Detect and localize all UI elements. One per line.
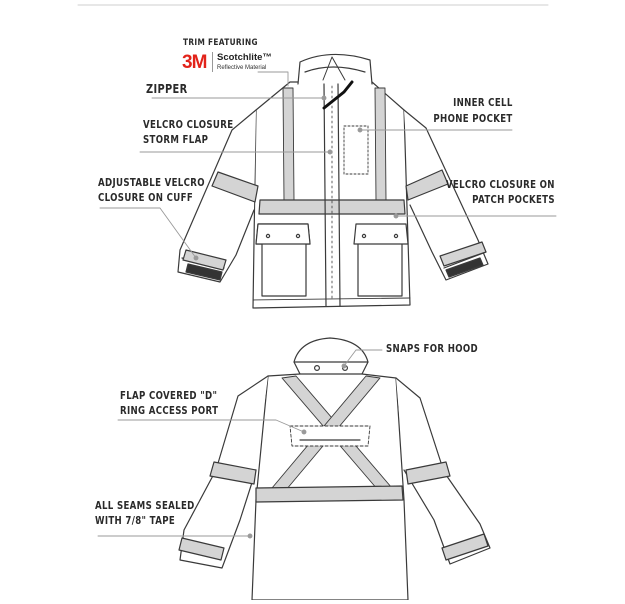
back-waist-stripe: [256, 486, 403, 502]
label-seams-2: WITH 7/8" TAPE: [95, 515, 176, 527]
label-hood-snaps: SNAPS FOR HOOD: [386, 343, 478, 355]
front-left-pocket: [256, 224, 310, 296]
dring-flap: [290, 426, 370, 446]
label-seams-1: ALL SEAMS SEALED: [95, 500, 195, 512]
label-cuff-1: ADJUSTABLE VELCRO: [98, 177, 205, 189]
front-collar: [298, 54, 372, 84]
label-phone-pocket-1: INNER CELL: [453, 97, 513, 109]
scotchlite-subtitle: Reflective Material: [217, 65, 267, 71]
front-jacket: [178, 54, 488, 308]
label-phone-pocket-2: PHONE POCKET: [433, 113, 513, 125]
label-trim: TRIM FEATURING: [183, 38, 258, 48]
scotchlite-wordmark: Scotchlite™: [217, 52, 272, 63]
label-patch-pockets-2: PATCH POCKETS: [472, 194, 555, 206]
front-right-pocket: [354, 224, 408, 296]
label-cuff-2: CLOSURE ON CUFF: [98, 192, 194, 204]
brand-3m-logo: 3M: [182, 52, 207, 73]
back-jacket: [179, 338, 490, 600]
label-patch-pockets-1: VELCRO CLOSURE ON: [446, 179, 555, 191]
label-storm-flap-2: STORM FLAP: [143, 134, 209, 146]
label-zipper: ZIPPER: [146, 82, 188, 96]
label-storm-flap-1: VELCRO CLOSURE: [143, 119, 234, 131]
label-dring-2: RING ACCESS PORT: [120, 405, 219, 417]
logo-separator: [212, 52, 213, 72]
label-dring-1: FLAP COVERED "D": [120, 390, 218, 402]
